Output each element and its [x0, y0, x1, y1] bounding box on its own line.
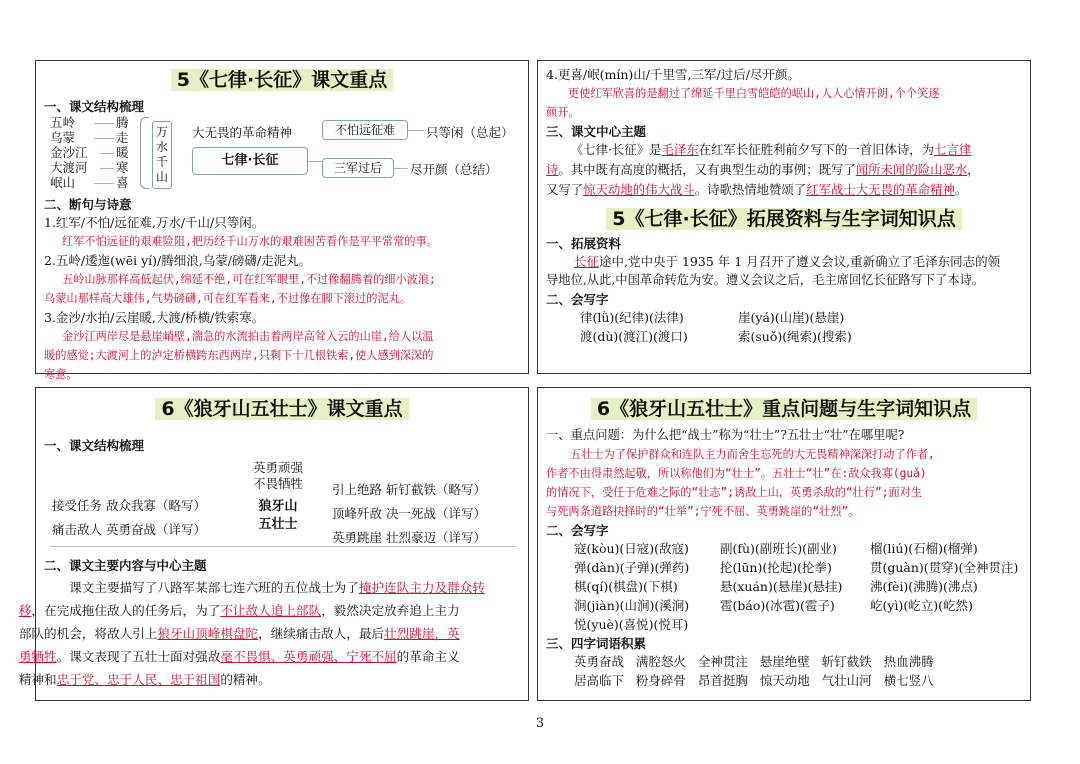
panel-qilv-changzheng-key-points: [35, 60, 529, 381]
key-question: 一、重点问题：为什么把“战士”称为“壮士”?五壮士“壮”在哪里呢?: [546, 428, 905, 442]
poem-meaning: 更使红军欣喜的是翻过了绵延千里白雪皑皑的岷山,人人心情开朗,个个笑逐: [568, 87, 940, 100]
top-end-label: 只等闲（总起）: [426, 125, 514, 140]
panel-title: 5《七律·长征》课文重点: [36, 67, 528, 93]
poem-meaning: 颜开。: [546, 106, 580, 119]
poem-meaning: 暖的感觉;大渡河上的泸定桥横跨东西两岸,只剩下十几根铁索,使人感到深深的: [44, 349, 434, 362]
section-heading: 二、课文主要内容与中心主题: [44, 558, 207, 573]
answer-line: 五壮士为了保护群众和连队主力而舍生忘死的大无畏精神深深打动了作者,: [570, 448, 935, 461]
character-row: 渡(dù)(渡江)(渡口) 索(suǒ)(绳索)(搜索): [580, 329, 852, 344]
section-heading: 一、课文结构梳理: [44, 438, 145, 453]
poem-meaning: 金沙江两岸尽是悬崖峭壁,湍急的水流拍击着两岸高耸入云的山崖,给人以温: [62, 330, 434, 343]
panel-qilv-changzheng-continued: [537, 60, 1031, 374]
section-heading: 二、断句与诗意: [44, 197, 132, 212]
section-heading: 一、拓展资料: [546, 236, 622, 251]
extension-text: 导地位,从此,中国革命转危为安。遵义会议之后，毛主席回忆长征路写下了本诗。: [546, 273, 985, 287]
character-row: 寇(kòu)(日寇)(敌寇) 副(fù)(副班长)(副业) 榴(liú)(石榴)(榴弹): [574, 541, 978, 556]
answer-line: 与死两条道路抉择时的“壮举”;宁死不屈、英勇跳崖的“壮烈”。: [546, 505, 860, 518]
character-row: 弹(dàn)(子弹)(弹药) 抡(lūn)(抡起)(抡拳) 贯(guàn)(贯穿)(全神贯注): [574, 560, 1019, 575]
theme-paragraph: 《七律·长征》是毛泽东在红军长征胜利前夕写下的一首旧体诗，为七言律 诗。其中既有高度的概括，又有典型生动的事例；既写了闻所未闻的险山恶水， 又写了惊天动地的伟大战斗。诗歌热情地赞颂了红军战士大无畏的革命精神。: [546, 142, 980, 197]
bottom-end-label: 尽开颜（总结）: [410, 162, 498, 177]
right-structure: 引上绝路 斩钉截铁（略写） 顶峰歼敌 决一死战（详写） 英勇跳崖 壮烈豪迈（详写）: [332, 482, 486, 545]
poem-meaning: 红军不怕远征的艰难险阻,把历经千山万水的艰难困苦看作是平平常常的事。: [62, 235, 438, 248]
panel-langyashan-key-points: [18, 387, 529, 701]
left-structure: 接受任务 敌众我寡（略写） 痛击敌人 英勇奋战（详写）: [52, 498, 206, 537]
poem-line: 3.金沙/水拍/云崖暖,大渡/桥横/铁索寒。: [44, 310, 265, 325]
poem-meaning: 五岭山脉那样高低起伏,绵延不绝,可在红军眼里,不过像翻腾着的细小波浪;: [62, 273, 436, 286]
box-qilv-changzheng: 七律·长征: [192, 147, 308, 175]
verb-list: 腾 走 暖 寒 喜: [116, 115, 129, 190]
place-list: 五岭 乌蒙 金沙江 大渡河 岷山: [50, 115, 88, 190]
section-heading: 三、课文中心主题: [546, 124, 647, 139]
section-heading: 二、会写字: [546, 292, 609, 307]
character-row: 悦(yuè)(喜悦)(悦耳): [574, 617, 689, 632]
content-paragraph: 课文主要描写了八路军某部七连六班的五位战士为了掩护连队主力及群众转 移，在完成拖住敌人的任务后，为了不让敌人追上部队，毅然决定放弃追上主力 部队的机会，将敌人引上狼牙山顶峰棋盘陀，继续痛击敌人，最后壮烈跳崖，英 勇牺牲。课文表现了五壮士面对强敌毫不畏惧、英勇顽强、宁死不屈的革命主义 精神和忠于党、忠于人民、忠于祖国的精神。: [18, 580, 485, 687]
box-bu-pa-yuan-zheng-nan: 不怕远征难: [322, 120, 408, 140]
poem-line: 1.红军/不怕/远征难,万水/千山/只等闲。: [44, 215, 265, 230]
extension-text: 长征途中,党中央于 1935 年 1 月召开了遵义会议,重新确立了毛泽东同志的领: [574, 254, 1001, 269]
character-grid: [546, 539, 1022, 634]
answer-line: 作者不由得肃然起敬，所以称他们为“壮士”。五壮士“壮”在:敌众我寡(guǎ): [546, 467, 927, 480]
panel-title: 5《七律·长征》拓展资料与生字词知识点: [538, 206, 1030, 232]
answer-line: 的情况下，受任于危难之际的“壮志”;诱敌上山，英勇杀敌的“壮行”;面对生: [546, 486, 923, 499]
section-heading: 一、课文结构梳理: [44, 99, 145, 114]
panel-title: 6《狼牙山五壮士》重点问题与生字词知识点: [538, 396, 1030, 422]
section-heading: 三、四字词语积累: [546, 636, 647, 651]
structure-diagram: [36, 454, 528, 550]
word-row: 英勇奋战 满腔怒火 全神贯注 悬崖绝壁 斩钉截铁 热血沸腾: [574, 654, 934, 669]
poem-line: 4.更喜/岷(mín)山/千里雪,三军/过后/尽开颜。: [546, 67, 800, 82]
character-row: 涧(jiàn)(山涧)(溪涧) 雹(báo)(冰雹)(雹子) 屹(yì)(屹立)(屹然): [574, 598, 973, 613]
poem-meaning: 寒意。: [44, 368, 78, 381]
structure-diagram: [36, 115, 528, 211]
vertical-box-wanshui-qianshan: 万水千山: [152, 121, 172, 189]
poem-line: 2.五岭/逶迤(wēi yí)/腾细浪,乌蒙/磅礴/走泥丸。: [44, 253, 312, 268]
section-heading: 二、会写字: [546, 523, 609, 538]
character-row: 棋(qí)(棋盘)(下棋) 悬(xuán)(悬崖)(悬挂) 沸(fèi)(沸腾)(沸点): [574, 579, 978, 594]
page-number: 3: [535, 716, 545, 731]
poem-meaning: 乌蒙山那样高大雄伟,气势磅礴,可在红军看来,不过像在脚下滚过的泥丸。: [44, 292, 412, 305]
box-san-jun-guo-hou: 三军过后: [322, 158, 394, 178]
character-row: 律(lǜ)(纪律)(法律) 崖(yá)(山崖)(悬崖): [580, 310, 845, 325]
reading-section: [36, 195, 528, 384]
panel-langyashan-questions-vocab: [537, 387, 1031, 701]
center-langyashan: 狼牙山 五壮士: [258, 499, 298, 532]
word-row: 居高临下 粉身碎骨 昂首挺胸 惊天动地 气壮山河 横七竖八: [574, 673, 934, 688]
spirit-label: 大无畏的革命精神: [192, 125, 293, 140]
top-traits: 英勇顽强 不畏牺牲: [252, 460, 303, 491]
panel-title: 6《狼牙山五壮士》课文重点: [36, 396, 528, 422]
